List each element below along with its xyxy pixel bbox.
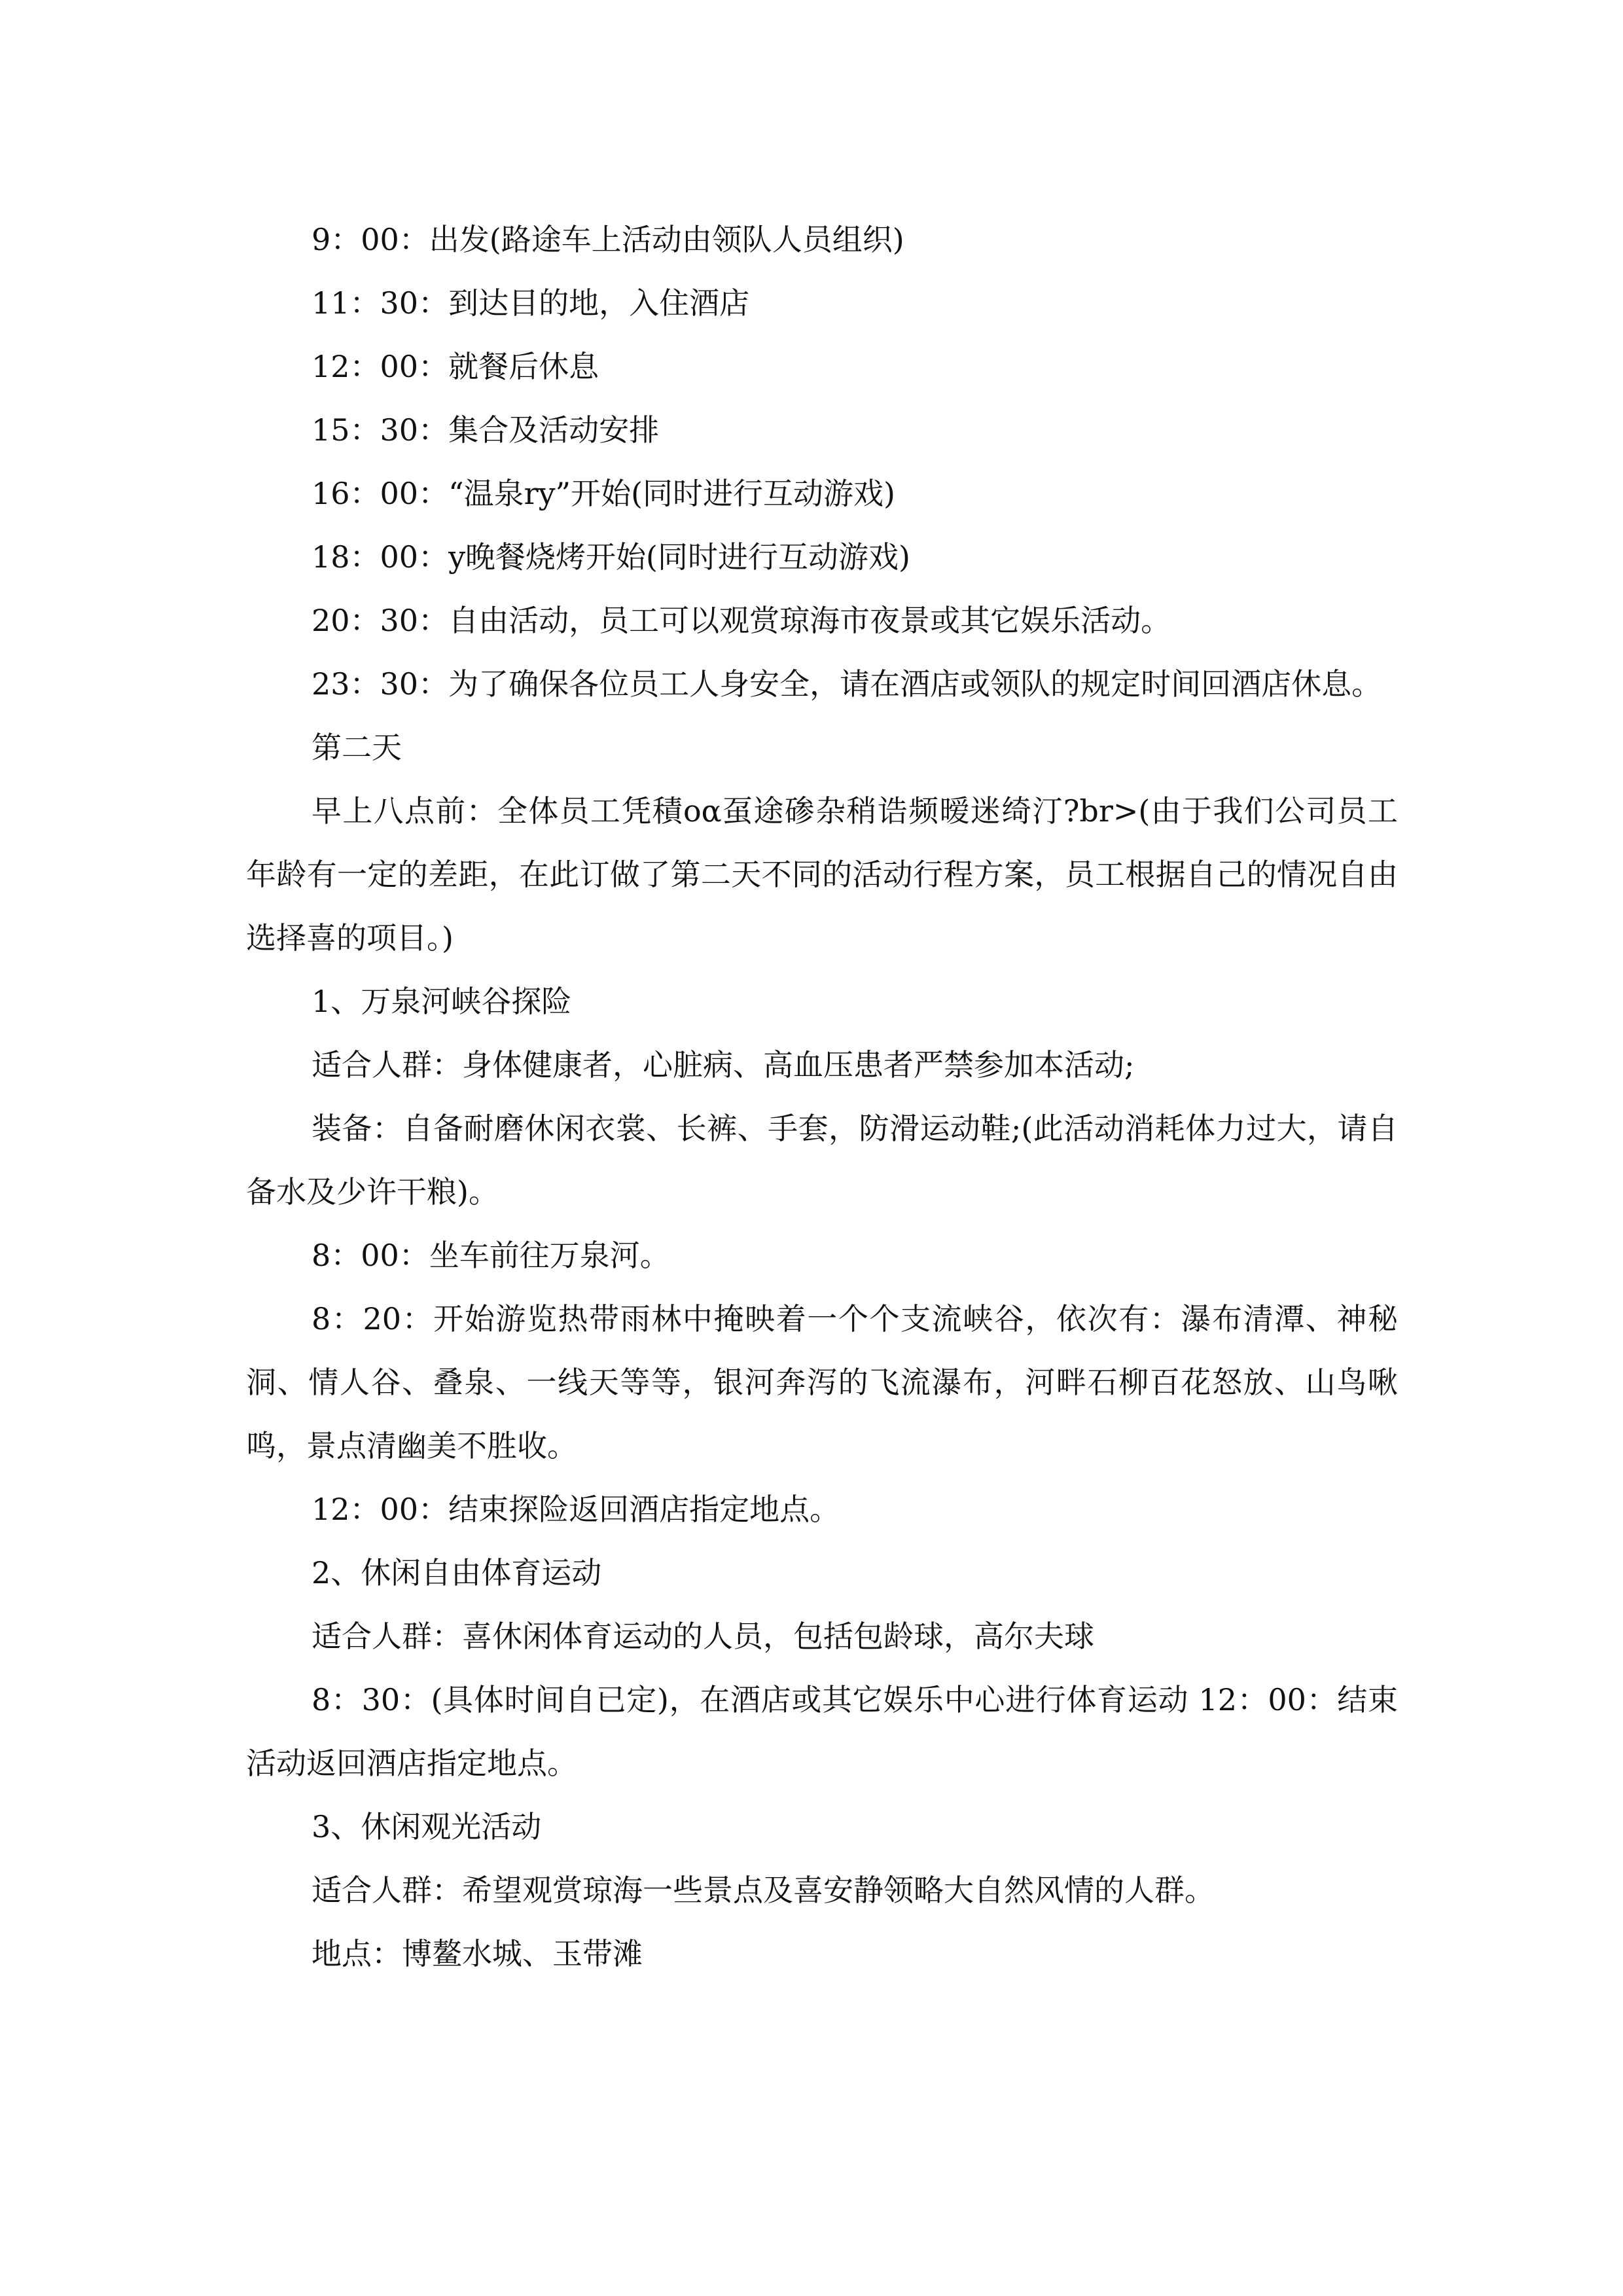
activity-2-title: 2、休闲自由体育运动 [312,1555,602,1590]
activity-1-0820: 8：20：开始游览热带雨林中掩映着一个个支流峡谷，依次有：瀑布清潭、神秘洞、情人谷、叠泉、一线天等等，银河奔泻的飞流瀑布，河畔石柳百花怒放、山鸟啾鸣，景点清幽美不胜收。 [246,1301,1398,1463]
day-two-heading: 第二天 [312,730,402,765]
activity-1-0800: 8：00：坐车前往万泉河。 [312,1238,670,1273]
schedule-line-1530: 15：30：集合及活动安排 [312,412,660,448]
schedule-line-1600: 16：00：“温泉ry”开始(同时进行互动游戏) [312,476,895,511]
schedule-line-2330: 23：30：为了确保各位员工人身安全，请在酒店或领队的规定时间回酒店休息。 [312,666,1382,702]
activity-3-audience: 适合人群：希望观赏琼海一些景点及喜安静领略大自然风情的人群。 [312,1873,1215,1908]
activity-2-schedule: 8：30：(具体时间自已定)，在酒店或其它娱乐中心进行体育运动 12：00：结束活动返回酒店指定地点。 [246,1682,1398,1781]
schedule-line-0900: 9：00：出发(路途车上活动由领队人员组织) [312,222,904,257]
activity-2-audience: 适合人群：喜休闲体育运动的人员，包括包龄球，高尔夫球 [312,1619,1094,1654]
schedule-line-1800: 18：00：y晚餐烧烤开始(同时进行互动游戏) [312,539,910,575]
activity-1-1200: 12：00：结束探险返回酒店指定地点。 [312,1492,840,1527]
day-two-intro: 早上八点前：全体员工凭積oα虿途碜杂稍诰频暧迷绮汀?br>(由于我们公司员工年龄有一定的差距，在此订做了第二天不同的活动行程方案，员工根据自己的情况自由选择喜的项目。) [246,793,1398,956]
schedule-line-1200: 12：00：就餐后休息 [312,349,599,384]
document-body [246,208,1398,1986]
schedule-line-1130: 11：30：到达目的地，入住酒店 [312,285,750,321]
schedule-line-2030: 20：30：自由活动，员工可以观赏琼海市夜景或其它娱乐活动。 [312,603,1171,638]
activity-3-location: 地点：博鳌水城、玉带滩 [312,1936,643,1971]
activity-1-audience: 适合人群：身体健康者，心脏病、高血压患者严禁参加本活动; [312,1047,1135,1083]
activity-1-title: 1、万泉河峡谷探险 [312,984,572,1019]
activity-1-equipment: 装备：自备耐磨休闲衣裳、长裤、手套，防滑运动鞋;(此活动消耗体力过大，请自备水及少许干粮)。 [246,1111,1398,1210]
activity-3-title: 3、休闲观光活动 [312,1809,542,1844]
